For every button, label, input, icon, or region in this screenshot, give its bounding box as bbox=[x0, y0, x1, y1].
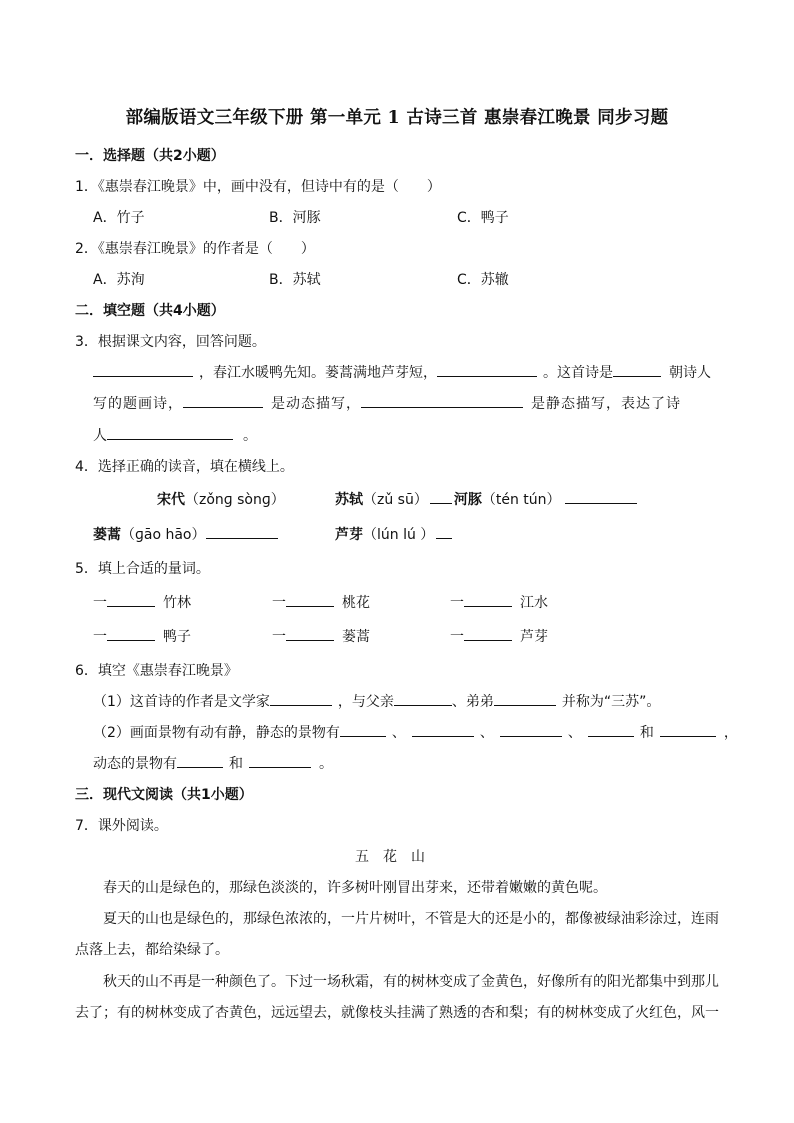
measure-word-item bbox=[450, 626, 548, 646]
answer-blank[interactable] bbox=[93, 362, 193, 377]
pinyin-item-sushi-hetun bbox=[335, 489, 637, 509]
answer-blank[interactable] bbox=[565, 489, 637, 504]
question-6-line-1 bbox=[93, 691, 660, 711]
text: 、弟弟 bbox=[451, 694, 494, 710]
poem-text: ，春江水暖鸭先知。蒌蒿满地芦芽短， bbox=[199, 365, 437, 381]
answer-blank[interactable] bbox=[286, 592, 334, 607]
answer-blank[interactable] bbox=[249, 753, 311, 768]
answer-blank[interactable] bbox=[436, 524, 452, 539]
text: 并称为“三苏”。 bbox=[561, 694, 661, 710]
pinyin-options: （zǒnɡ sònɡ） bbox=[185, 492, 285, 508]
word: 蒌蒿 bbox=[93, 527, 121, 543]
answer-blank[interactable] bbox=[107, 626, 155, 641]
measure-word-item bbox=[93, 592, 191, 612]
yi: 一 bbox=[272, 595, 286, 611]
answer-blank[interactable] bbox=[660, 722, 716, 737]
passage-paragraph-3-line-2: 去了；有的树林变成了杏黄色，远远望去，就像枝头挂满了熟透的杏和梨；有的树林变成了火红色，风一 bbox=[75, 1005, 719, 1021]
question-7-stem: 7．课外阅读。 bbox=[75, 818, 168, 834]
pinyin-options: （ɡāo hāo） bbox=[121, 527, 206, 543]
answer-blank[interactable] bbox=[177, 753, 223, 768]
measure-word-item bbox=[272, 626, 370, 646]
answer-blank[interactable] bbox=[107, 425, 233, 440]
pinyin-item-luya bbox=[335, 524, 452, 544]
answer-blank[interactable] bbox=[430, 489, 452, 504]
section-heading-choice: 一．选择题（共2小题） bbox=[75, 148, 225, 164]
yi: 一 bbox=[93, 595, 107, 611]
question-4-stem: 4．选择正确的读音，填在横线上。 bbox=[75, 459, 294, 475]
answer-blank[interactable] bbox=[437, 362, 537, 377]
poem-text: 。 bbox=[243, 428, 257, 444]
question-2-stem: 2．《惠崇春江晚景》的作者是（ ） bbox=[75, 241, 315, 257]
measure-word-item bbox=[272, 592, 370, 612]
pinyin-options: （tén tún） bbox=[481, 492, 561, 508]
poem-text: 写的题画诗， bbox=[93, 396, 183, 412]
yi: 一 bbox=[450, 595, 464, 611]
question-3-line-2 bbox=[93, 393, 681, 413]
answer-blank[interactable] bbox=[107, 592, 155, 607]
text: ，与父亲 bbox=[337, 694, 394, 710]
answer-blank[interactable] bbox=[613, 362, 661, 377]
yi: 一 bbox=[272, 629, 286, 645]
text: ， bbox=[723, 725, 738, 741]
answer-blank[interactable] bbox=[206, 524, 278, 539]
question-2-option-b: B．苏轼 bbox=[269, 272, 321, 288]
pinyin-item-louhao bbox=[93, 524, 278, 544]
word: 宋代 bbox=[157, 492, 185, 508]
noun: 竹林 bbox=[163, 595, 191, 611]
section-heading-fill: 二．填空题（共4小题） bbox=[75, 303, 225, 319]
text: 、 bbox=[479, 725, 494, 741]
measure-word-item bbox=[450, 592, 548, 612]
question-6-line-2 bbox=[93, 722, 738, 742]
question-3-line-1 bbox=[93, 362, 711, 382]
answer-blank[interactable] bbox=[361, 393, 523, 408]
question-3-stem: 3．根据课文内容，回答问题。 bbox=[75, 334, 266, 350]
question-5-stem: 5．填上合适的量词。 bbox=[75, 561, 210, 577]
answer-blank[interactable] bbox=[500, 722, 562, 737]
answer-blank[interactable] bbox=[394, 691, 452, 706]
poem-text: 朝诗人 bbox=[669, 365, 711, 381]
noun: 桃花 bbox=[342, 595, 370, 611]
word: 苏轼 bbox=[335, 492, 363, 508]
answer-blank[interactable] bbox=[183, 393, 263, 408]
answer-blank[interactable] bbox=[494, 691, 556, 706]
text: （2）画面景物有动有静，静态的景物有 bbox=[93, 725, 340, 741]
text: 动态的景物有 bbox=[93, 756, 177, 772]
noun: 鸭子 bbox=[163, 629, 191, 645]
word: 芦芽 bbox=[335, 527, 363, 543]
poem-text: 是动态描写， bbox=[271, 396, 361, 412]
text: 和 bbox=[639, 725, 654, 741]
passage-paragraph-3-line-1: 秋天的山不再是一种颜色了。下过一场秋霜，有的树林变成了金黄色，好像所有的阳光都集中到那儿 bbox=[103, 974, 719, 990]
noun: 芦芽 bbox=[520, 629, 548, 645]
passage-paragraph-2-line-2: 点落上去，都给染绿了。 bbox=[75, 942, 229, 958]
poem-text: 人 bbox=[93, 428, 107, 444]
answer-blank[interactable] bbox=[588, 722, 634, 737]
yi: 一 bbox=[93, 629, 107, 645]
passage-paragraph-1: 春天的山是绿色的，那绿色淡淡的，许多树叶刚冒出芽来，还带着嫩嫩的黄色呢。 bbox=[103, 880, 607, 896]
passage-paragraph-2-line-1: 夏天的山也是绿色的，那绿色浓浓的，一片片树叶，不管是大的还是小的，都像被绿油彩涂过，连雨 bbox=[103, 911, 719, 927]
question-1-option-b: B．河豚 bbox=[269, 210, 321, 226]
pinyin-options: （lún lú ） bbox=[363, 527, 435, 543]
text: 。 bbox=[319, 756, 333, 772]
passage-title: 五花山 bbox=[355, 849, 439, 865]
yi: 一 bbox=[450, 629, 464, 645]
text: 、 bbox=[391, 725, 406, 741]
question-6-line-3 bbox=[93, 753, 333, 773]
question-1-option-a: A．竹子 bbox=[93, 210, 145, 226]
answer-blank[interactable] bbox=[286, 626, 334, 641]
poem-text: 是静态描写，表达了诗 bbox=[531, 396, 681, 412]
question-1-stem: 1．《惠崇春江晚景》中，画中没有，但诗中有的是（ ） bbox=[75, 179, 441, 195]
word: 河豚 bbox=[453, 492, 482, 508]
section-heading-reading: 三．现代文阅读（共1小题） bbox=[75, 787, 253, 803]
pinyin-options: （zǔ sū） bbox=[363, 492, 428, 508]
text: 和 bbox=[229, 756, 243, 772]
question-3-line-3 bbox=[93, 425, 257, 445]
answer-blank[interactable] bbox=[412, 722, 474, 737]
question-2-option-c: C．苏辙 bbox=[457, 272, 509, 288]
pinyin-item-songdai bbox=[157, 489, 285, 509]
answer-blank[interactable] bbox=[464, 626, 512, 641]
noun: 江水 bbox=[520, 595, 548, 611]
noun: 蒌蒿 bbox=[342, 629, 370, 645]
question-2-option-a: A．苏洵 bbox=[93, 272, 145, 288]
answer-blank[interactable] bbox=[464, 592, 512, 607]
question-6-stem: 6．填空《惠崇春江晚景》 bbox=[75, 663, 238, 679]
page-title: 部编版语文三年级下册 第一单元 1 古诗三首 惠崇春江晚景 同步习题 bbox=[125, 108, 669, 128]
question-1-option-c: C．鸭子 bbox=[457, 210, 509, 226]
measure-word-item bbox=[93, 626, 191, 646]
text: 、 bbox=[567, 725, 582, 741]
answer-blank[interactable] bbox=[340, 722, 386, 737]
answer-blank[interactable] bbox=[270, 691, 332, 706]
text: （1）这首诗的作者是文学家 bbox=[93, 694, 270, 710]
poem-text: 。这首诗是 bbox=[543, 365, 613, 381]
